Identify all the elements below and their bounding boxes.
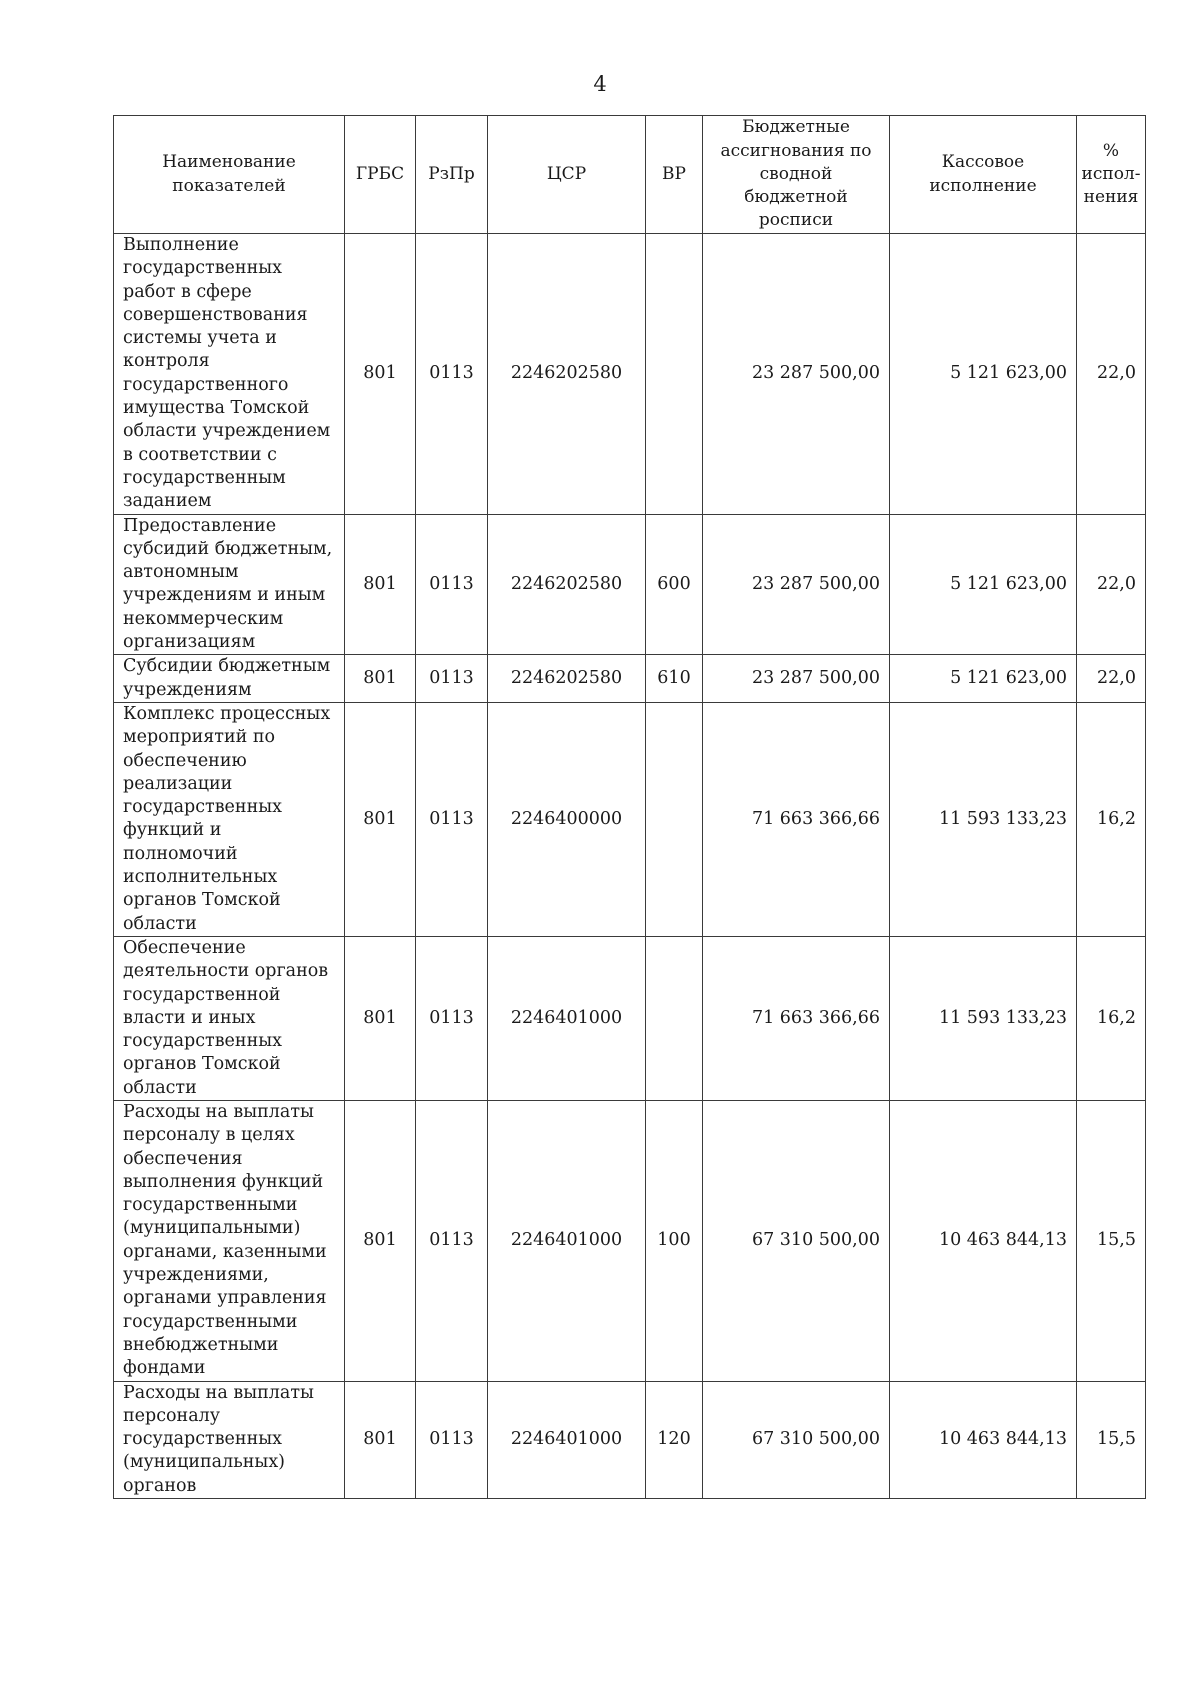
header-grbs: ГРБС	[345, 116, 416, 234]
table-row	[114, 936, 1146, 1100]
row-grbs: 801	[345, 702, 416, 936]
row-grbs: 801	[345, 234, 416, 515]
table-row	[114, 702, 1146, 936]
header-percent: % испол-нения	[1077, 116, 1146, 234]
row-vr: 100	[646, 1100, 703, 1381]
row-assign: 71 663 366,66	[703, 702, 890, 936]
row-vr: 600	[646, 514, 703, 655]
row-rzpr: 0113	[416, 702, 488, 936]
row-grbs: 801	[345, 655, 416, 703]
row-csr: 2246401000	[488, 1381, 646, 1498]
table-row	[114, 1381, 1146, 1498]
row-vr	[646, 702, 703, 936]
row-rzpr: 0113	[416, 234, 488, 515]
row-rzpr: 0113	[416, 936, 488, 1100]
row-percent: 15,5	[1077, 1100, 1146, 1381]
row-assign: 67 310 500,00	[703, 1100, 890, 1381]
row-vr: 120	[646, 1381, 703, 1498]
row-name: Субсидии бюджетным учреждениям	[114, 655, 345, 703]
header-assign: Бюджетные ассигнования по сводной бюджетной росписи	[703, 116, 890, 234]
row-assign: 23 287 500,00	[703, 234, 890, 515]
row-grbs: 801	[345, 1100, 416, 1381]
row-assign: 71 663 366,66	[703, 936, 890, 1100]
header-rzpr: РзПр	[416, 116, 488, 234]
row-rzpr: 0113	[416, 514, 488, 655]
row-name: Расходы на выплаты персоналу в целях обеспечения выполнения функций государственными (муниципальными) органами, казенными учреждениями, органами управления государственными внебюджетными фондами	[114, 1100, 345, 1381]
row-csr: 2246401000	[488, 1100, 646, 1381]
row-csr: 2246401000	[488, 936, 646, 1100]
row-name: Выполнение государственных работ в сфере совершенствования системы учета и контроля государственного имущества Томской области учреждением в соответствии с государственным заданием	[114, 234, 345, 515]
row-vr	[646, 234, 703, 515]
row-name: Предоставление субсидий бюджетным, автономным учреждениям и иным некоммерческим организациям	[114, 514, 345, 655]
row-grbs: 801	[345, 1381, 416, 1498]
row-cash: 11 593 133,23	[890, 936, 1077, 1100]
row-grbs: 801	[345, 514, 416, 655]
row-percent: 22,0	[1077, 514, 1146, 655]
row-percent: 15,5	[1077, 1381, 1146, 1498]
page-number: 4	[593, 72, 607, 96]
row-assign: 23 287 500,00	[703, 514, 890, 655]
row-cash: 5 121 623,00	[890, 655, 1077, 703]
row-name: Комплекс процессных мероприятий по обеспечению реализации государственных функций и полномочий исполнительных органов Томской области	[114, 702, 345, 936]
table-row	[114, 234, 1146, 515]
row-name: Расходы на выплаты персоналу государственных (муниципальных) органов	[114, 1381, 345, 1498]
budget-execution-table	[113, 115, 1146, 1499]
row-rzpr: 0113	[416, 1381, 488, 1498]
row-grbs: 801	[345, 936, 416, 1100]
row-cash: 5 121 623,00	[890, 514, 1077, 655]
row-vr	[646, 936, 703, 1100]
row-percent: 16,2	[1077, 936, 1146, 1100]
row-percent: 16,2	[1077, 702, 1146, 936]
header-vr: ВР	[646, 116, 703, 234]
header-cash: Кассовое исполнение	[890, 116, 1077, 234]
row-rzpr: 0113	[416, 1100, 488, 1381]
row-cash: 10 463 844,13	[890, 1381, 1077, 1498]
table-row	[114, 655, 1146, 703]
row-csr: 2246400000	[488, 702, 646, 936]
table-header-row	[114, 116, 1146, 234]
header-csr: ЦСР	[488, 116, 646, 234]
row-percent: 22,0	[1077, 655, 1146, 703]
row-vr: 610	[646, 655, 703, 703]
row-name: Обеспечение деятельности органов государственной власти и иных государственных органов Томской области	[114, 936, 345, 1100]
row-cash: 10 463 844,13	[890, 1100, 1077, 1381]
row-rzpr: 0113	[416, 655, 488, 703]
table-row	[114, 514, 1146, 655]
row-assign: 67 310 500,00	[703, 1381, 890, 1498]
header-name: Наименование показателей	[114, 116, 345, 234]
row-percent: 22,0	[1077, 234, 1146, 515]
row-csr: 2246202580	[488, 514, 646, 655]
row-csr: 2246202580	[488, 234, 646, 515]
row-cash: 11 593 133,23	[890, 702, 1077, 936]
row-csr: 2246202580	[488, 655, 646, 703]
row-assign: 23 287 500,00	[703, 655, 890, 703]
row-cash: 5 121 623,00	[890, 234, 1077, 515]
table-row	[114, 1100, 1146, 1381]
